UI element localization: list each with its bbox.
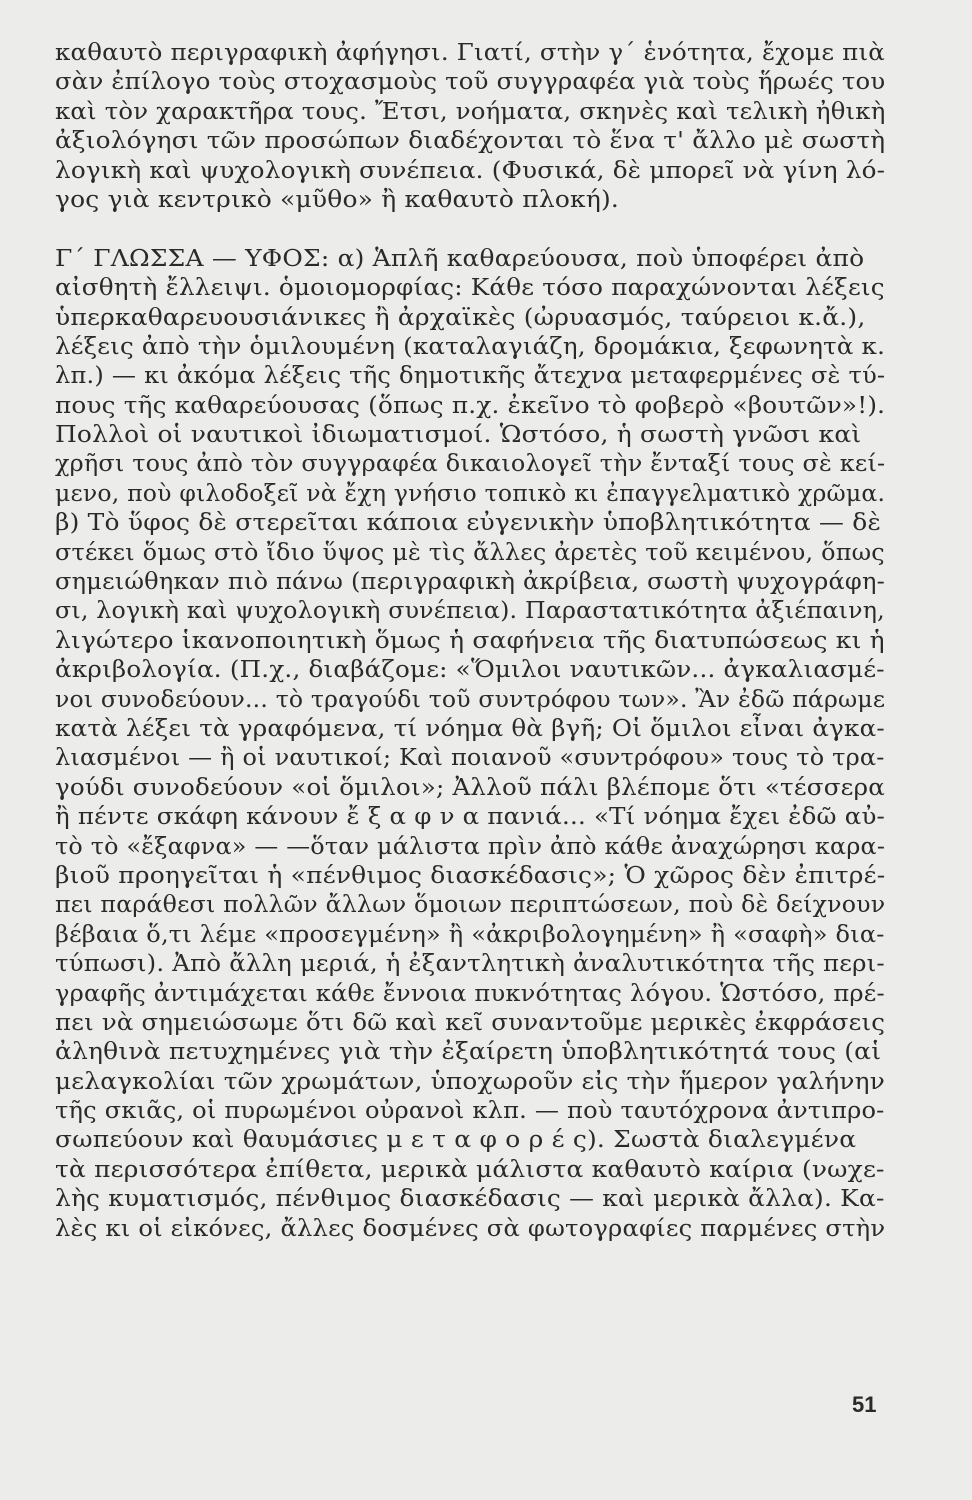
text-line: ἀκριβολογία. (Π.χ., διαβάζομε: «Ὅμιλοι ναυτικῶν... ἀγκαλιασμέ-	[55, 655, 885, 684]
text-line: καὶ τὸν χαρακτῆρα τους. Ἔτσι, νοήματα, σκηνὲς καὶ τελικὴ ἠθικὴ	[55, 96, 886, 125]
text-line: τὰ περισσότερα ἐπίθετα, μερικὰ μάλιστα καθαυτὸ καίρια (νωχε-	[55, 1154, 885, 1183]
text-line: τῆς σκιᾶς, οἱ πυρωμένοι οὐρανοὶ κλπ. — ποὺ ταυτόχρονα ἀντιπρο-	[55, 1096, 885, 1125]
text-line: λὲς κι οἱ εἰκόνες, ἄλλες δοσμένες σὰ φωτογραφίες παρμένες στὴν	[55, 1213, 886, 1242]
text-line: βιοῦ προηγεῖται ἡ «πένθιμος διασκέδασις»; Ὁ χῶρος δὲν ἐπιτρέ-	[55, 860, 886, 889]
text-line: πους τῆς καθαρεύουσας (ὅπως π.χ. ἐκεῖνο τὸ φοβερὸ «βουτῶν»!).	[55, 390, 886, 419]
text-line: πει νὰ σημειώσωμε ὅτι δῶ καὶ κεῖ συναντοῦμε μερικὲς ἐκφράσεις	[55, 1007, 886, 1036]
text-line: γούδι συνοδεύουν «οἱ ὅμιλοι»; Ἀλλοῦ πάλι βλέπομε ὅτι «τέσσερα	[55, 772, 885, 801]
text-line: μελαγκολίαι τῶν χρωμάτων, ὑποχωροῦν εἰς τὴν ἥμερον γαλήνην	[55, 1066, 885, 1095]
text-line: λιγώτερο ἱκανοποιητικὴ ὅμως ἡ σαφήνεια τῆς διατυπώσεως κι ἡ	[55, 625, 885, 654]
text-line: τὸ τὸ «ἔξαφνα» — —ὅταν μάλιστα πρὶν ἀπὸ κάθε ἀναχώρησι καρα-	[55, 831, 886, 860]
text-line: ἀξιολόγησι τῶν προσώπων διαδέχονται τὸ ἕνα τ' ἄλλο μὲ σωστὴ	[55, 126, 886, 155]
text-line: γραφῆς ἀντιμάχεται κάθε ἔννοια πυκνότητας λόγου. Ὡστόσο, πρέ-	[55, 978, 885, 1007]
text-line: πει παράθεσι πολλῶν ἄλλων ὅμοιων περιπτώσεων, ποὺ δὲ δείχνουν	[55, 890, 886, 919]
text-line: λέξεις ἀπὸ τὴν ὁμιλουμένη (καταλαγιάζη, δρομάκια, ξεφωνητὰ κ.	[55, 331, 886, 360]
text-line: μενο, ποὺ φιλοδοξεῖ νὰ ἔχη γνήσιο τοπικὸ κι ἐπαγγελματικὸ χρῶμα.	[55, 478, 886, 507]
text-line: β) Τὸ ὕφος δὲ στερεῖται κάποια εὐγενικὴν ὑποβλητικότητα — δὲ	[55, 508, 882, 537]
text-line: λπ.) — κι ἀκόμα λέξεις τῆς δημοτικῆς ἄτεχνα μεταφερμένες σὲ τύ-	[55, 361, 886, 390]
text-line: λιασμένοι — ἢ οἱ ναυτικοί; Καὶ ποιανοῦ «συντρόφου» τους τὸ τρα-	[55, 743, 885, 772]
paragraph-gap	[55, 214, 885, 243]
text-line: ἢ πέντε σκάφη κάνουν ἔ ξ α φ ν α πανιά... «Τί νόημα ἔχει ἐδῶ αὐ-	[55, 802, 886, 831]
text-line: κατὰ λέξει τὰ γραφόμενα, τί νόημα θὰ βγῆ; Οἱ ὅμιλοι εἶναι ἀγκα-	[55, 713, 885, 742]
section-gamma-language-style	[55, 244, 885, 509]
text-line: αἰσθητὴ ἔλλειψι. ὁμοιομορφίας: Κάθε τόσο παραχώνονται λέξεις	[55, 273, 885, 302]
text-line: ὑπερκαθαρευουσιάνικες ἢ ἀρχαϊκὲς (ὠρυασμός, ταύρειοι κ.ἄ.),	[55, 302, 866, 331]
text-line: νοι συνοδεύουν... τὸ τραγούδι τοῦ συντρόφου των». Ἂν ἐδῶ πάρωμε	[55, 684, 886, 713]
page-number: 51	[852, 1392, 877, 1417]
text-line: στέκει ὅμως στὸ ἴδιο ὕψος μὲ τὶς ἄλλες ἀρετὲς τοῦ κειμένου, ὅπως	[55, 537, 885, 566]
text-line: σωπεύουν καὶ θαυμάσιες μ ε τ α φ ο ρ έ ς). Σωστὰ διαλεγμένα	[55, 1125, 857, 1154]
text-line: χρῆσι τους ἀπὸ τὸν συγγραφέα δικαιολογεῖ τὴν ἔνταξί τους σὲ κεί-	[55, 449, 886, 478]
text-line: λογικὴ καὶ ψυχολογικὴ συνέπεια. (Φυσικά, δὲ μπορεῖ νὰ γίνη λό-	[55, 155, 886, 184]
text-line: λὴς κυματισμός, πένθιμος διασκέδασις — καὶ μερικὰ ἄλλα). Κα-	[55, 1184, 885, 1213]
text-line: σι, λογικὴ καὶ ψυχολογικὴ συνέπεια). Παραστατικότητα ἀξιέπαινη,	[55, 596, 885, 625]
text-line: τύπωσι). Ἀπὸ ἄλλη μεριά, ἡ ἐξαντλητικὴ ἀναλυτικότητα τῆς περι-	[55, 949, 885, 978]
text-line: Πολλοὶ οἱ ναυτικοὶ ἰδιωματισμοί. Ὡστόσο, ἡ σωστὴ γνῶσι καὶ	[55, 420, 862, 449]
text-line: σὰν ἐπίλογο τοὺς στοχασμοὺς τοῦ συγγραφέα γιὰ τοὺς ἥρωές του	[55, 67, 886, 96]
body-text	[55, 38, 885, 1243]
section-beta-style	[55, 508, 885, 1243]
text-line: ἀληθινὰ πετυχημένες γιὰ τὴν ἐξαίρετη ὑποβλητικότητά τους (αἱ	[55, 1037, 882, 1066]
text-line: σημειώθηκαν πιὸ πάνω (περιγραφικὴ ἀκρίβεια, σωστὴ ψυχογράφη-	[55, 567, 885, 596]
text-line: καθαυτὸ περιγραφικὴ ἀφήγησι. Γιατί, στὴν γ΄ ἑνότητα, ἔχομε πιὰ	[55, 38, 885, 66]
section-heading-line: Γ΄ ΓΛΩΣΣΑ — ΥΦΟΣ: α) Ἁπλῆ καθαρεύουσα, ποὺ ὑποφέρει ἀπὸ	[55, 243, 865, 272]
text-line: γος γιὰ κεντρικὸ «μῦθο» ἢ καθαυτὸ πλοκή).	[55, 184, 620, 213]
text-line: βέβαια ὅ,τι λέμε «προσεγμένη» ἢ «ἀκριβολογημένη» ἢ «σαφὴ» δια-	[55, 919, 885, 948]
paragraph-intro	[55, 38, 885, 214]
